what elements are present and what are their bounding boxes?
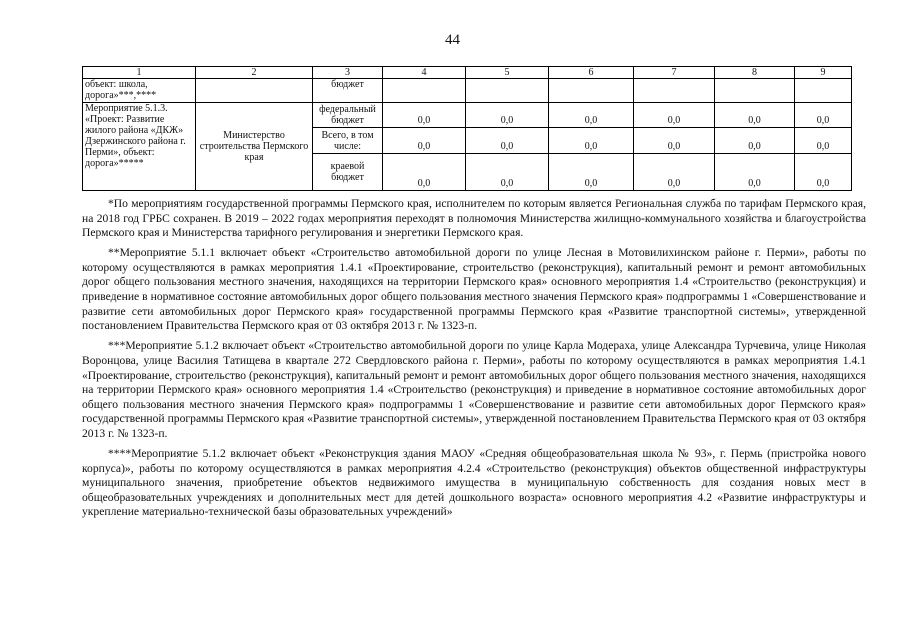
column-header: 1 (83, 67, 196, 79)
value-cell: 0,0 (715, 103, 795, 128)
table-row (83, 103, 852, 128)
value-cell: 0,0 (795, 154, 852, 191)
value-cell: 0,0 (549, 154, 634, 191)
value-cell: 0,0 (383, 154, 466, 191)
value-cell: 0,0 (795, 128, 852, 154)
value-cell (466, 79, 549, 103)
funding-source-cell: бюджет (313, 79, 383, 103)
table-row (83, 79, 852, 103)
value-cell (795, 79, 852, 103)
column-header: 6 (549, 67, 634, 79)
grbs-cell: Министерство строительства Пермского края (196, 103, 313, 191)
value-cell: 0,0 (795, 103, 852, 128)
grbs-cell (196, 79, 313, 103)
value-cell (383, 79, 466, 103)
value-cell: 0,0 (715, 128, 795, 154)
table-header-row (83, 67, 852, 79)
page-number: 44 (445, 32, 460, 48)
value-cell: 0,0 (466, 154, 549, 191)
column-header: 9 (795, 67, 852, 79)
funding-source-cell: краевой бюджет (313, 154, 383, 191)
footnote: ***Мероприятие 5.1.2 включает объект «Строительство автомобильной дороги по улице Карла Модераха, улице Александра Турчевича, улице Николая Воронцова, улице Василия Татищева в квартале 272 Свердловского района г. Перми», работы по которому осуществляются в рамках мероприятия 1.4.1 «Проектирование, строительство (реконструкция), капитальный ремонт и ремонт автомобильных дорог общего пользования местного значения, находящихся на территории Пермского края» основного мероприятия 1.4 «Строительство (реконструкция) и приведение в нормативное состояние автомобильных дорог общего пользования местного значения Пермского края» подпрограммы 1 «Совершенствование и развитие сети автомобильных дорог Пермского края» государственной программы Пермского края «Развитие транспортной системы», утвержденной постановлением Правительства Пермского края от 03 октября 2013 г. № 1323-п. (82, 339, 866, 440)
value-cell: 0,0 (549, 128, 634, 154)
value-cell: 0,0 (549, 103, 634, 128)
value-cell: 0,0 (466, 128, 549, 154)
budget-table (82, 66, 852, 191)
measure-name-cell: объект: школа, дорога»***,**** (83, 79, 196, 103)
value-cell: 0,0 (634, 128, 715, 154)
footnote: ****Мероприятие 5.1.2 включает объект «Реконструкция здания МАОУ «Средняя общеобразовательная школа № 93», г. Пермь (пристройка нового корпуса)», работы по которому осуществляются в рамках мероприятия 4.2.4 «Строительство (реконструкция) объектов общественной инфраструктуры муниципального значения, приобретение объектов недвижимого имущества в муниципальную собственность для создания новых мест в общеобразовательных учреждениях и дополнительных мест для детей дошкольного возраста» основного мероприятия 4.2 «Развитие инфраструктуры и укрепление материально-технической базы образовательных учреждений» (82, 447, 866, 519)
footnote: **Мероприятие 5.1.1 включает объект «Строительство автомобильной дороги по улице Лесная в Мотовилихинском районе г. Перми», работы по которому осуществляются в рамках мероприятия 1.4.1 «Проектирование, строительство (реконструкция), капитальный ремонт и ремонт автомобильных дорог общего пользования местного значения, находящихся на территории Пермского края» основного мероприятия 1.4 «Строительство (реконструкция) и приведение в нормативное состояние автомобильных дорог общего пользования местного значения Пермского края» подпрограммы 1 «Совершенствование и развитие сети автомобильных дорог Пермского края» государственной программы Пермского края «Развитие транспортной системы», утвержденной постановлением Правительства Пермского края от 03 октября 2013 г. № 1323-п. (82, 246, 866, 333)
value-cell: 0,0 (466, 103, 549, 128)
measure-name-cell: Мероприятие 5.1.3. «Проект: Развитие жилого района «ДКЖ» Дзержинского района г. Перми», объект: дорога»***** (83, 103, 196, 191)
footnotes (82, 197, 866, 525)
footnote: *По мероприятиям государственной программы Пермского края, исполнителем по которым является Региональная служба по тарифам Пермского края, на 2018 год ГРБС сохранен. В 2019 – 2022 годах мероприятия переходят в полномочия Министерства жилищно-коммунального хозяйства и благоустройства Пермского края и Министерства тарифного регулирования и энергетики Пермского края. (82, 197, 866, 240)
value-cell (634, 79, 715, 103)
value-cell (549, 79, 634, 103)
column-header: 3 (313, 67, 383, 79)
column-header: 2 (196, 67, 313, 79)
value-cell: 0,0 (383, 103, 466, 128)
value-cell: 0,0 (715, 154, 795, 191)
column-header: 5 (466, 67, 549, 79)
value-cell (715, 79, 795, 103)
value-cell: 0,0 (383, 128, 466, 154)
column-header: 8 (715, 67, 795, 79)
column-header: 7 (634, 67, 715, 79)
funding-source-cell: Всего, в том числе: (313, 128, 383, 154)
funding-source-cell: федеральный бюджет (313, 103, 383, 128)
value-cell: 0,0 (634, 103, 715, 128)
column-header: 4 (383, 67, 466, 79)
value-cell: 0,0 (634, 154, 715, 191)
